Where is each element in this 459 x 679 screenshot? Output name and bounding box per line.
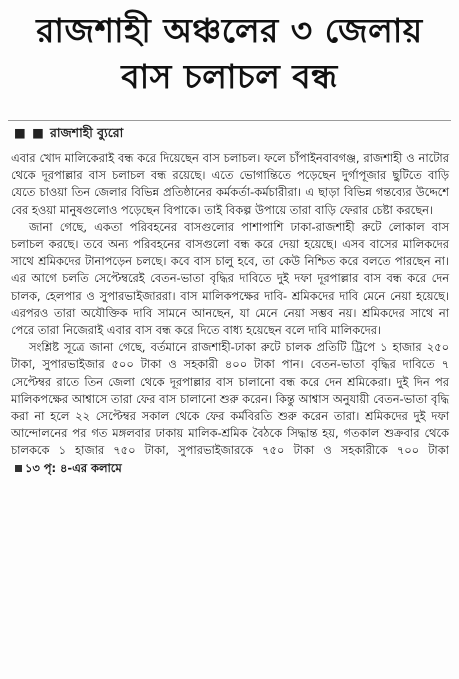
headline-line-1: রাজশাহী অঞ্চলের ৩ জেলায় [36, 11, 423, 50]
article-body [11, 150, 449, 477]
paragraph-3 [11, 339, 449, 477]
headline-divider [8, 120, 451, 121]
byline [14, 125, 123, 141]
headline [6, 8, 453, 100]
paragraph-1: এবার খোদ মালিকেরাই বন্ধ করে দিয়েছেন বাস চলাচল। ফলে চাঁপাইনবাবগঞ্জ, রাজশাহী ও নাটোর থেকে দূরপাল্লার বাস চলাচল বন্ধ রয়েছে। এতে ভোগান্তিতে পড়েছেন দুর্গাপূজার ছুটিতে বাড়ি যেতে চাওয়া তিন জেলার বিভিন্ন প্রতিষ্ঠানের কর্মকর্তা-কর্মচারীরা। এ ছাড়া বিভিন্ন গন্তব্যের উদ্দেশে বের হওয়া মানুষগুলোও পড়েছেন বিপাকে। তাই বিকল্প উপায়ে তারা বাড়ি ফেরার চেষ্টা করছেন। [11, 151, 449, 217]
byline-marker: ■ ■ [14, 125, 45, 140]
byline-text: রাজশাহী ব্যুরো [49, 125, 124, 140]
square-bullet-icon [15, 465, 22, 472]
headline-line-2: বাস চলাচল বন্ধ [121, 57, 338, 96]
paragraph-2: জানা গেছে, একতা পরিবহনের বাসগুলোর পাশাপাশি ঢাকা-রাজশাহী রুটে লোকাল বাস চলাচল করছে। তবে অন্য পরিবহনের বাসগুলো বন্ধ করে দেয়া হয়েছে। এসব বাসের মালিকদের সাথে শ্রমিকদের টানাপড়েন চলছে। কবে বাস চালু হবে, তা কেউ নিশ্চিত করে বলতে পারছেন না। এর আগে চলতি সেপ্টেম্বরেই বেতন-ভাতা বৃদ্ধির দাবিতে দুই দফা দূরপাল্লার বাস বন্ধ করে দেন চালক, হেলপার ও সুপারভাইজাররা। বাস মালিকপক্ষের দাবি- শ্রমিকদের দাবি মেনে নেয়া হয়েছে। এরপরও তারা অযৌক্তিক দাবি সামনে আনছেন, যা মেনে নেয়া সম্ভব নয়। শ্রমিকদের সাথে না পেরে তারা নিজেরাই এবার বাস বন্ধ করে দিতে বাধ্য হয়েছেন বলে দাবি মালিকদের। [11, 219, 449, 338]
paragraph-3-text: সংশ্লিষ্ট সূত্রে জানা গেছে, বর্তমানে রাজশাহী-ঢাকা রুটে চালক প্রতিটি ট্রিপে ১ হাজার ২৫০ টাকা, সুপারভাইজার ৫০০ টাকা ও সহকারী ৪০০ টাকা পান। বেতন-ভাতা বৃদ্ধির দাবিতে ৭ সেপ্টেম্বর রাতে তিন জেলা থেকে দূরপাল্লার বাস চালানো বন্ধ করে দেন শ্রমিকেরা। দুই দিন পর মালিকপক্ষের আশ্বাসে তারা ফের বাস চালানো শুরু করেন। কিন্তু আশ্বাস অনুযায়ী বেতন-ভাতা বৃদ্ধি করা না হলে ২২ সেপ্টেম্বর সকাল থেকে ফের কর্মবিরতি শুরু করেন তারা। শ্রমিকদের দুই দফা আন্দোলনের পর গত মঙ্গলবার ঢাকায় মালিক-শ্রমিক বৈঠকে সিদ্ধান্ত হয়, গতকাল শুক্রবার থেকে চালককে ১ হাজার ৭৫০ টাকা, সুপারভাইজারকে ৭৫০ টাকা ও সহকারীকে ৭০০ টাকা [11, 340, 449, 458]
continuation-text: ১৩ পৃ: ৪-এর কলামে [25, 460, 122, 475]
continuation-note [11, 461, 122, 475]
